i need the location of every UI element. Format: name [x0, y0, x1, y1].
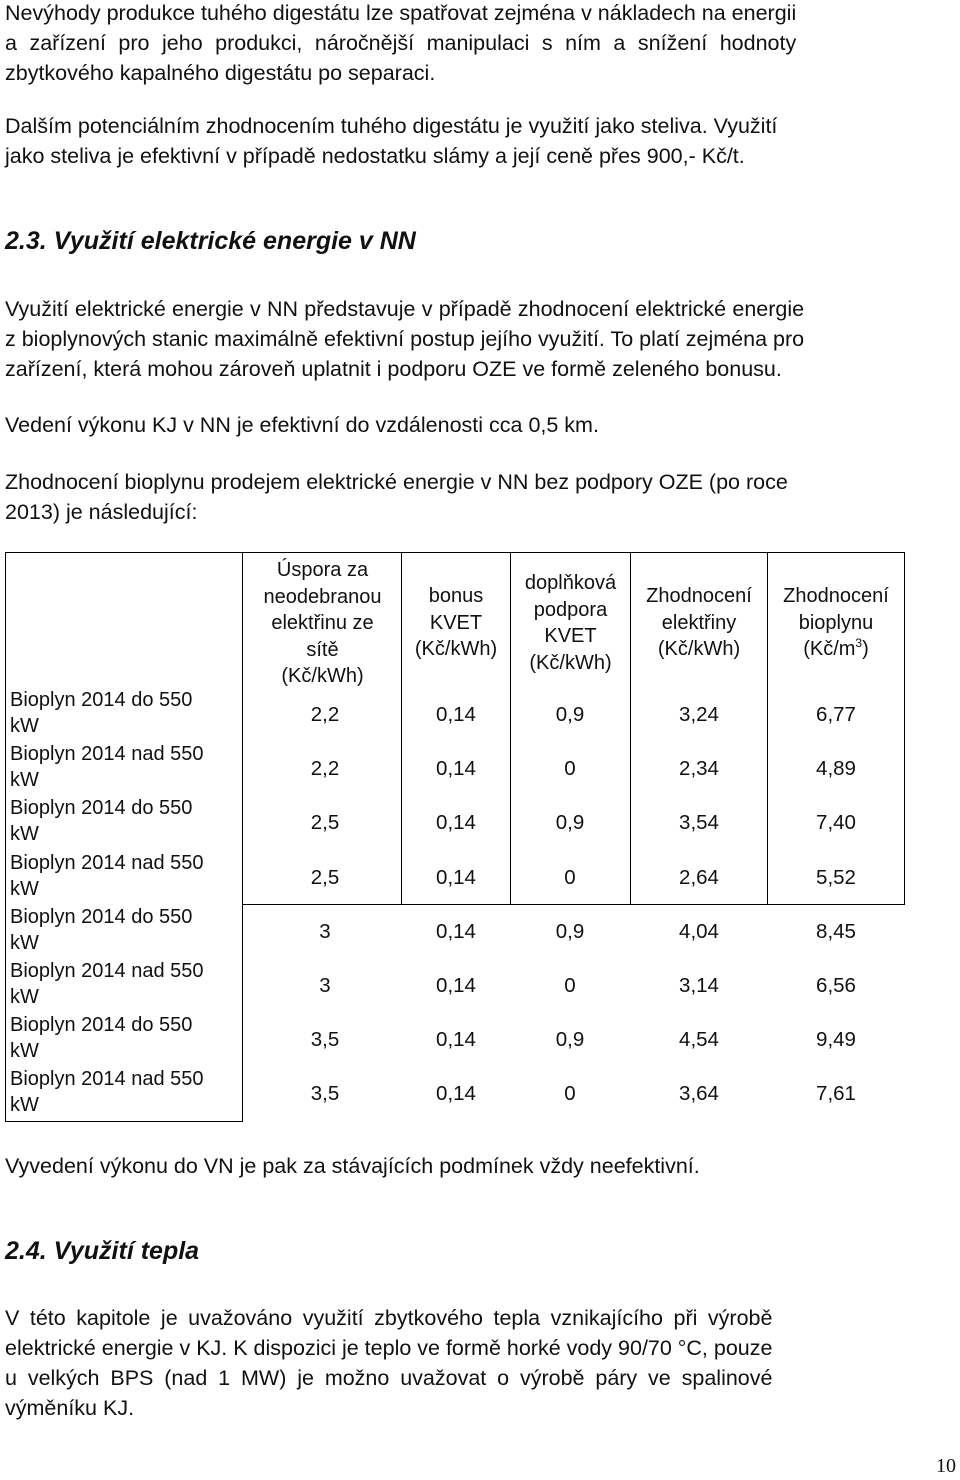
header-line: sítě — [306, 638, 339, 661]
header-line: elektřinu ze — [271, 612, 374, 634]
table-cell: 0,9 — [555, 1028, 585, 1052]
table-cell: 0,14 — [436, 811, 476, 835]
paragraph-bedding-use — [5, 111, 777, 171]
table-cell: 5,52 — [816, 865, 856, 889]
table-cell: 0 — [564, 1082, 576, 1106]
table-cell: 0 — [564, 865, 576, 889]
text-line: 2013) je následující: — [5, 500, 198, 524]
table-cell: 7,61 — [816, 1082, 856, 1106]
table-cell: 2,5 — [310, 865, 340, 889]
header-line: Úspora za — [276, 559, 369, 581]
paragraph-nn-usage — [5, 294, 804, 384]
paragraph-distance: Vedení výkonu KJ v NN je efektivní do vzdálenosti cca 0,5 km. — [5, 413, 599, 437]
section-heading-2-4 — [5, 1236, 199, 1266]
table-cell: 3 — [319, 974, 331, 997]
table-cell: 4,04 — [679, 919, 719, 943]
table-cell: 2,2 — [310, 703, 340, 726]
table-cell: 0,14 — [436, 974, 476, 997]
text-line: zařízení, která mohou zároveň uplatnit i podporu OZE ve formě zeleného bonusu. — [5, 357, 782, 381]
row-label — [10, 850, 242, 902]
row-label — [10, 1012, 242, 1064]
table-cell: 0 — [564, 757, 576, 781]
row-label — [10, 687, 242, 739]
table-cell: 3,14 — [679, 974, 719, 997]
table-cell: 6,77 — [816, 703, 856, 726]
row-label-line: kW — [10, 1094, 39, 1117]
header-line: (Kč/kWh) — [281, 665, 364, 687]
table-cell: 2,34 — [679, 757, 719, 781]
row-label-line: kW — [10, 877, 39, 900]
table-cell: 3,24 — [679, 703, 719, 726]
row-label-line: Bioplyn 2014 do 550 — [10, 1014, 193, 1037]
table-cell: 8,45 — [816, 919, 856, 943]
row-label-line: Bioplyn 2014 nad 550 — [10, 960, 204, 982]
header-line: (Kč/kWh) — [529, 651, 612, 674]
table-cell: 0,14 — [436, 865, 476, 889]
page-number: 10 — [936, 1455, 956, 1477]
column-header-biogas-value — [768, 583, 904, 663]
row-label — [10, 958, 242, 1010]
table-cell: 0,9 — [555, 811, 585, 835]
table-cell: 3 — [319, 919, 331, 943]
row-label-line: kW — [10, 931, 39, 954]
table-cell: 7,40 — [816, 811, 856, 835]
header-line: bioplynu — [798, 611, 874, 634]
table-cell: 0 — [564, 974, 576, 997]
paragraph-vn-note: Vyvedení výkonu do VN je pak za stávajících podmínek vždy neefektivní. — [5, 1154, 700, 1178]
section-heading-2-3 — [5, 226, 416, 256]
row-label-line: Bioplyn 2014 do 550 — [10, 689, 193, 711]
paragraph-evaluation-intro — [5, 467, 788, 527]
row-label — [10, 904, 242, 956]
table-cell: 6,56 — [816, 974, 856, 997]
text-line: u velkých BPS (nad 1 MW) je možno uvažovat o výrobě páry ve spalinové — [5, 1366, 773, 1390]
heading-title: Využití tepla — [53, 1237, 200, 1265]
column-header-savings — [244, 557, 401, 690]
header-line: elektřiny — [661, 611, 737, 634]
text-line: Dalším potenciálním zhodnocením tuhého digestátu je využití jako steliva. Využití — [5, 114, 778, 138]
table-cell: 0,9 — [555, 703, 585, 726]
table-cell: 3,5 — [310, 1082, 340, 1106]
header-line: (Kč/kWh) — [657, 638, 741, 660]
table-cell: 0,14 — [436, 1028, 476, 1052]
table-cell: 0,14 — [436, 919, 476, 943]
header-line: bonus — [428, 585, 484, 607]
column-header-additional-support — [511, 570, 630, 676]
text-line: Nevýhody produkce tuhého digestátu lze spatřovat zejména v nákladech na energii — [5, 1, 797, 25]
table-cell: 2,2 — [310, 757, 340, 781]
table-cell: 9,49 — [816, 1028, 856, 1052]
text-line: a zařízení pro jeho produkci, náročnější manipulaci s ním a snížení hodnoty — [5, 31, 797, 55]
paragraph-heat-usage — [5, 1303, 772, 1423]
column-header-bonus-kvet — [402, 583, 510, 663]
table-cell: 0,14 — [436, 703, 476, 726]
header-line: neodebranou — [263, 585, 382, 608]
table-cell: 0,14 — [436, 757, 476, 781]
row-label-line: kW — [10, 986, 39, 1008]
header-line: $(Kč/m^3)$ — [803, 636, 869, 660]
text-line: Zhodnocení bioplynu prodejem elektrické energie v NN bez podpory OZE (po roce — [5, 470, 788, 494]
table-cell: 4,54 — [679, 1028, 719, 1052]
table-cell: 3,54 — [679, 811, 719, 835]
paragraph-digestate-disadvantages — [5, 0, 796, 88]
text-line: z bioplynových stanic maximálně efektivní postup jejího využití. To platí zejména pro — [5, 327, 805, 351]
text-line: elektrické energie v KJ. K dispozici je teplo ve formě horké vody 90/70 °C, pouze — [5, 1336, 773, 1360]
row-label-line: Bioplyn 2014 nad 550 — [10, 851, 204, 874]
header-line: Zhodnocení — [646, 585, 752, 607]
header-line: KVET — [429, 611, 483, 634]
header-line: (Kč/kWh) — [414, 638, 498, 660]
text-line: výměníku KJ. — [5, 1396, 135, 1420]
text-line: jako steliva je efektivní v případě nedostatku slámy a její ceně přes 900,- Kč/t. — [5, 144, 745, 168]
header-line: KVET — [544, 625, 597, 647]
row-label-line: kW — [10, 823, 39, 846]
heading-number: 2.3. — [5, 227, 47, 255]
header-line: Zhodnocení — [783, 585, 889, 607]
table-cell: 4,89 — [816, 757, 856, 781]
table-cell: 0,14 — [436, 1082, 476, 1106]
text-line: Využití elektrické energie v NN představuje v případě zhodnocení elektrické energie — [5, 297, 805, 321]
row-label-line: kW — [10, 769, 39, 792]
row-label-line: Bioplyn 2014 do 550 — [10, 905, 193, 928]
header-line: podpora — [533, 598, 608, 621]
table-cell: 3,5 — [310, 1028, 340, 1052]
table-cell: 3,64 — [679, 1082, 719, 1106]
text-line: V této kapitole je uvažováno využití zbytkového tepla vznikajícího při výrobě — [5, 1306, 773, 1330]
row-label-line: kW — [10, 1040, 39, 1063]
text-line: zbytkového kapalného digestátu po separaci. — [5, 61, 436, 85]
row-label-line: Bioplyn 2014 nad 550 — [10, 1068, 204, 1091]
row-label-line: kW — [10, 715, 39, 737]
row-label — [10, 795, 242, 847]
table-cell: 0,9 — [555, 919, 585, 943]
heading-number: 2.4. — [5, 1237, 47, 1265]
header-line: doplňková — [524, 572, 617, 594]
evaluation-table — [5, 552, 905, 1122]
heading-title: Využití elektrické energie v NN — [53, 227, 416, 255]
row-label — [10, 741, 242, 793]
column-header-electricity-value — [631, 583, 767, 663]
table-cell: 2,64 — [679, 865, 719, 889]
row-label — [10, 1066, 242, 1118]
row-label-column — [5, 552, 243, 1122]
row-label-line: Bioplyn 2014 do 550 — [10, 797, 193, 820]
table-cell: 2,5 — [310, 811, 340, 835]
row-label-line: Bioplyn 2014 nad 550 — [10, 743, 204, 766]
